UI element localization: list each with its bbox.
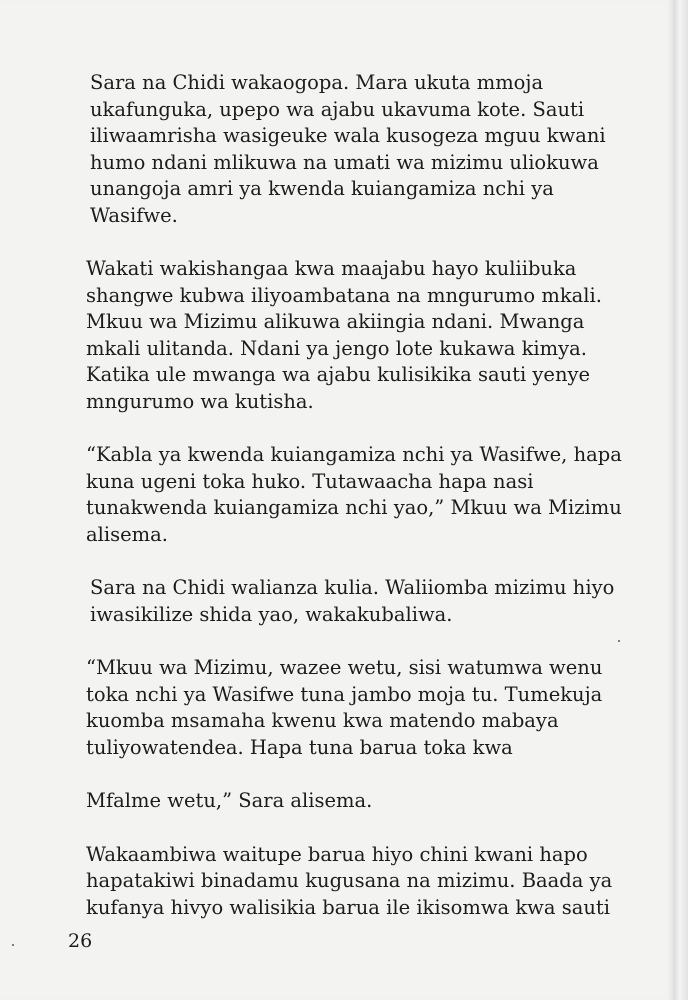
text-line: kufanya hivyo walisikia barua ile ikisomwa kwa sauti: [86, 895, 610, 919]
text-line: humo ndani mlikuwa na umati wa mizimu uliokuwa: [90, 150, 599, 174]
text-line: hapatakiwi binadamu kugusana na mizimu. Baada ya: [86, 869, 613, 892]
page-edge: [674, 0, 688, 1000]
text-line: Wakati wakishangaa kwa maajabu hayo kuliibuka: [86, 257, 577, 280]
paragraph-5: [86, 655, 626, 761]
page-body: [86, 70, 626, 948]
text-line: “Mkuu wa Mizimu, wazee wetu, sisi watumwa wenu: [86, 656, 603, 679]
text-line: alisema.: [86, 522, 168, 546]
paragraph-6: [86, 788, 626, 815]
text-line: ukafunguka, upepo wa ajabu ukavuma kote. Sauti: [90, 97, 585, 121]
paragraph-3: [86, 442, 626, 548]
paper-speck: [618, 640, 620, 642]
text-line: Sara na Chidi walianza kulia. Waliiomba mizimu hiyo: [90, 576, 615, 599]
text-line: Wasifwe.: [90, 203, 178, 227]
text-line: Katika ule mwanga wa ajabu kulisikika sauti yenye: [86, 363, 591, 386]
paragraph-1: [86, 70, 626, 229]
text-line: kuomba msamaha kwenu kwa matendo mabaya: [86, 709, 559, 732]
text-line: Wakaambiwa waitupe barua hiyo chini kwani hapo: [86, 842, 588, 866]
text-line: “Kabla ya kwenda kuiangamiza nchi ya Wasifwe, hapa: [86, 443, 622, 466]
text-line: Mkuu wa Mizimu alikuwa akiingia ndani. Mwanga: [86, 310, 585, 333]
page-number: 26: [68, 930, 93, 952]
text-line: Sara na Chidi wakaogopa. Mara ukuta mmoja: [90, 71, 544, 94]
text-line: tuliyowatendea. Hapa tuna barua toka kwa: [86, 735, 513, 759]
text-line: mkali ulitanda. Ndani ya jengo lote kukawa kimya.: [86, 336, 588, 360]
text-line: iwasikilize shida yao, wakakubaliwa.: [90, 602, 453, 626]
text-line: Mfalme wetu,” Sara alisema.: [86, 789, 373, 812]
text-line: toka nchi ya Wasifwe tuna jambo moja tu. Tumekuja: [86, 682, 603, 706]
text-line: kuna ugeni toka huko. Tutawaacha hapa nasi: [86, 469, 534, 493]
paragraph-2: [86, 256, 626, 415]
paper-speck: [12, 944, 14, 946]
text-line: mngurumo wa kutisha.: [86, 389, 314, 413]
text-line: shangwe kubwa iliyoambatana na mngurumo mkali.: [86, 283, 602, 307]
text-line: iliwaamrisha wasigeuke wala kusogeza mguu kwani: [90, 124, 606, 147]
paragraph-4: [86, 575, 626, 628]
text-line: tunakwenda kuiangamiza nchi yao,” Mkuu wa Mizimu: [86, 496, 622, 519]
text-line: unangoja amri ya kwenda kuiangamiza nchi ya: [90, 177, 554, 200]
paragraph-7: [86, 842, 626, 922]
